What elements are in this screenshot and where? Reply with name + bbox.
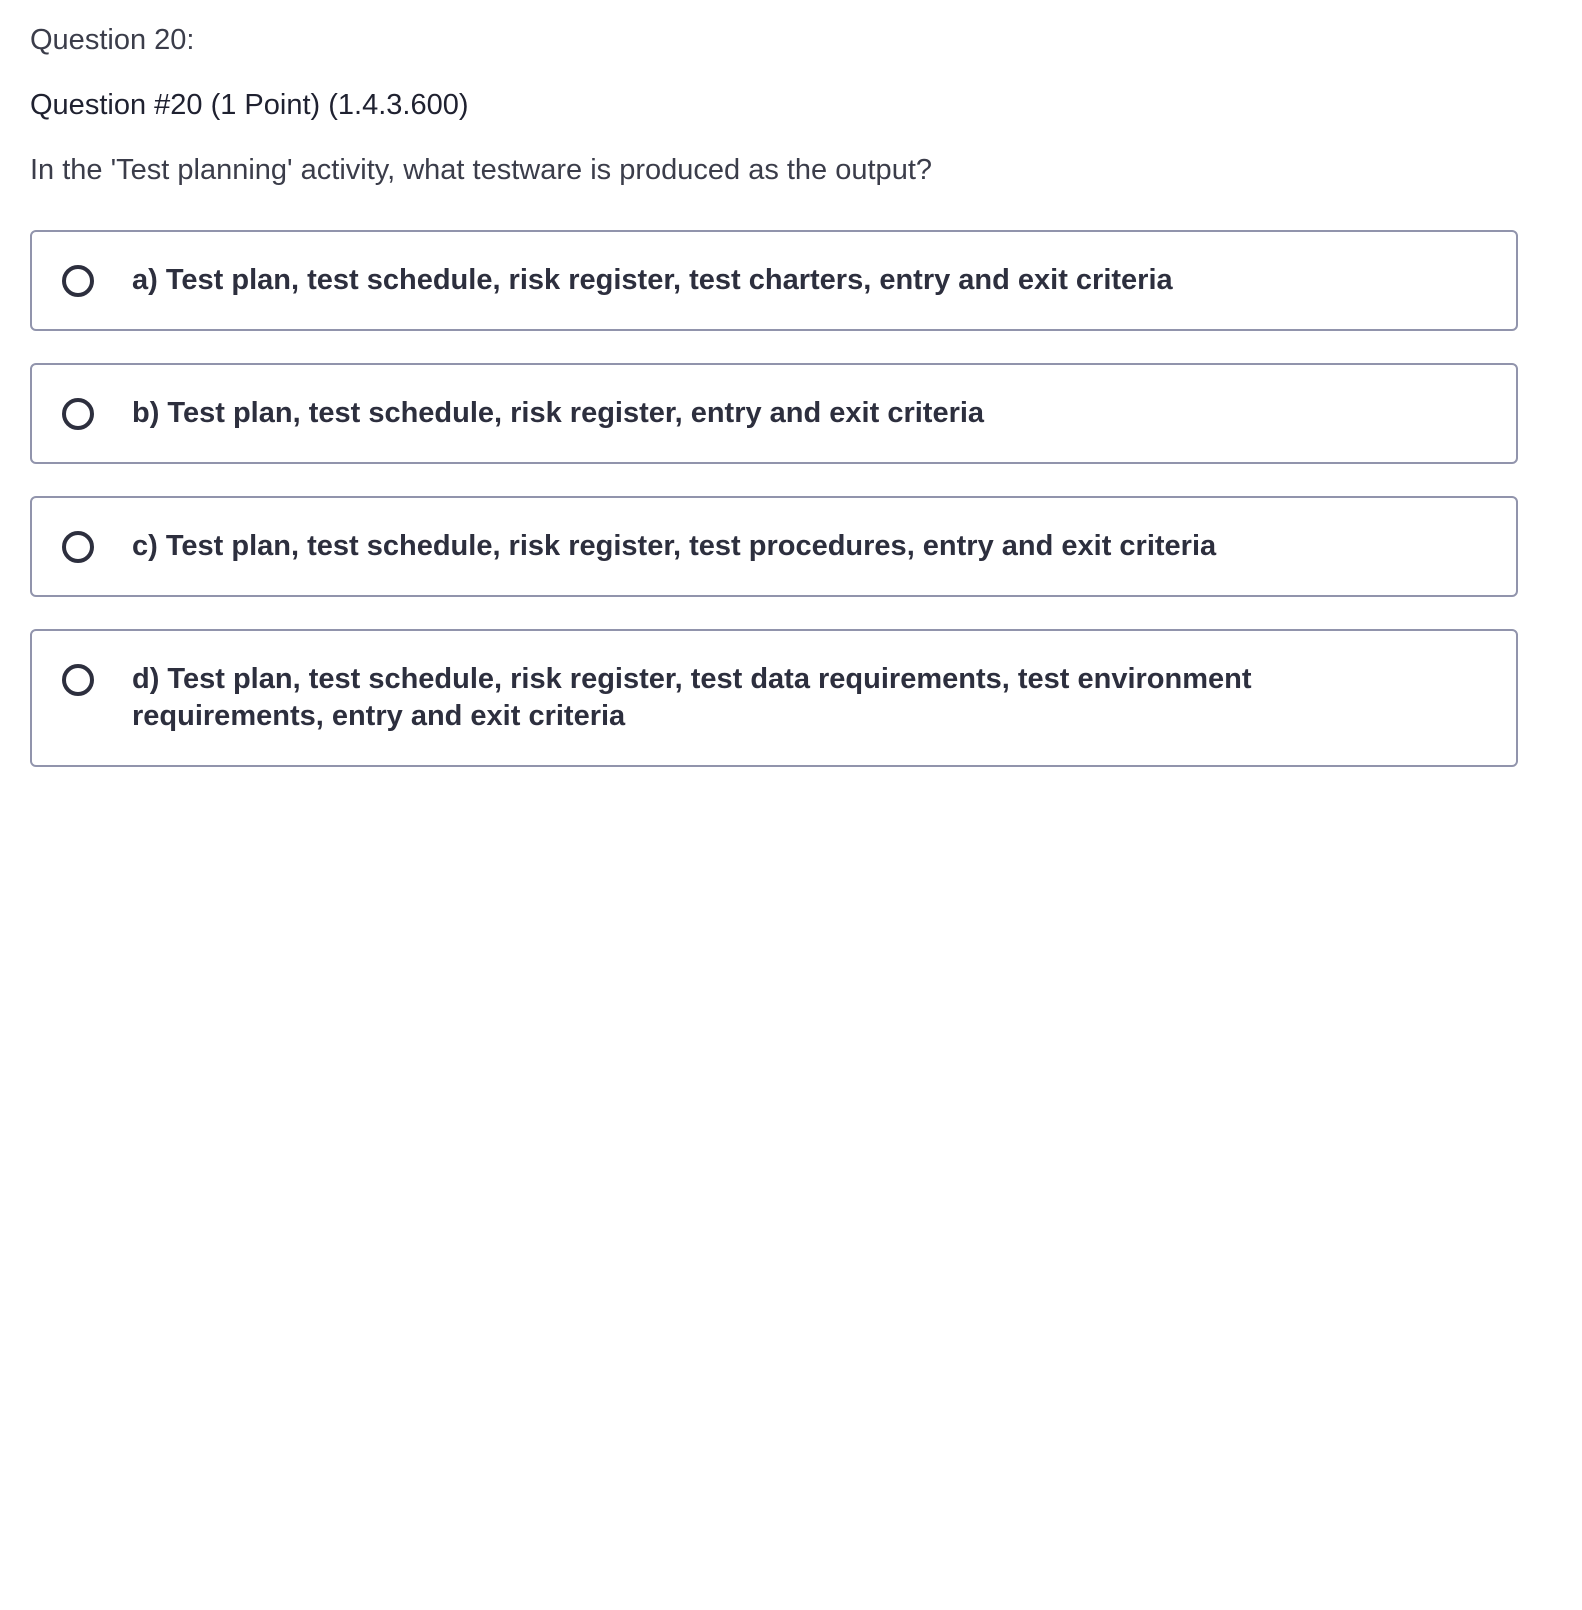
option-label: c) Test plan, test schedule, risk register, test procedures, entry and exit criteria bbox=[132, 530, 1217, 562]
option-c[interactable] bbox=[30, 496, 1518, 597]
option-d[interactable] bbox=[30, 629, 1518, 767]
option-a[interactable] bbox=[30, 230, 1518, 331]
option-b[interactable] bbox=[30, 363, 1518, 464]
radio-icon[interactable] bbox=[62, 398, 94, 430]
radio-icon[interactable] bbox=[62, 265, 94, 297]
radio-icon[interactable] bbox=[62, 531, 94, 563]
question-number: Question 20: bbox=[30, 24, 195, 56]
question-title: Question #20 (1 Point) (1.4.3.600) bbox=[30, 89, 469, 121]
option-label: b) Test plan, test schedule, risk register, entry and exit criteria bbox=[132, 397, 985, 429]
radio-icon[interactable] bbox=[62, 664, 94, 696]
option-label: d) Test plan, test schedule, risk register, test data requirements, test environment requirements, entry and exit criteria bbox=[132, 663, 1252, 732]
option-label: a) Test plan, test schedule, risk register, test charters, entry and exit criteria bbox=[132, 264, 1173, 296]
answer-options bbox=[30, 230, 1518, 799]
question-text: In the 'Test planning' activity, what testware is produced as the output? bbox=[30, 154, 933, 186]
